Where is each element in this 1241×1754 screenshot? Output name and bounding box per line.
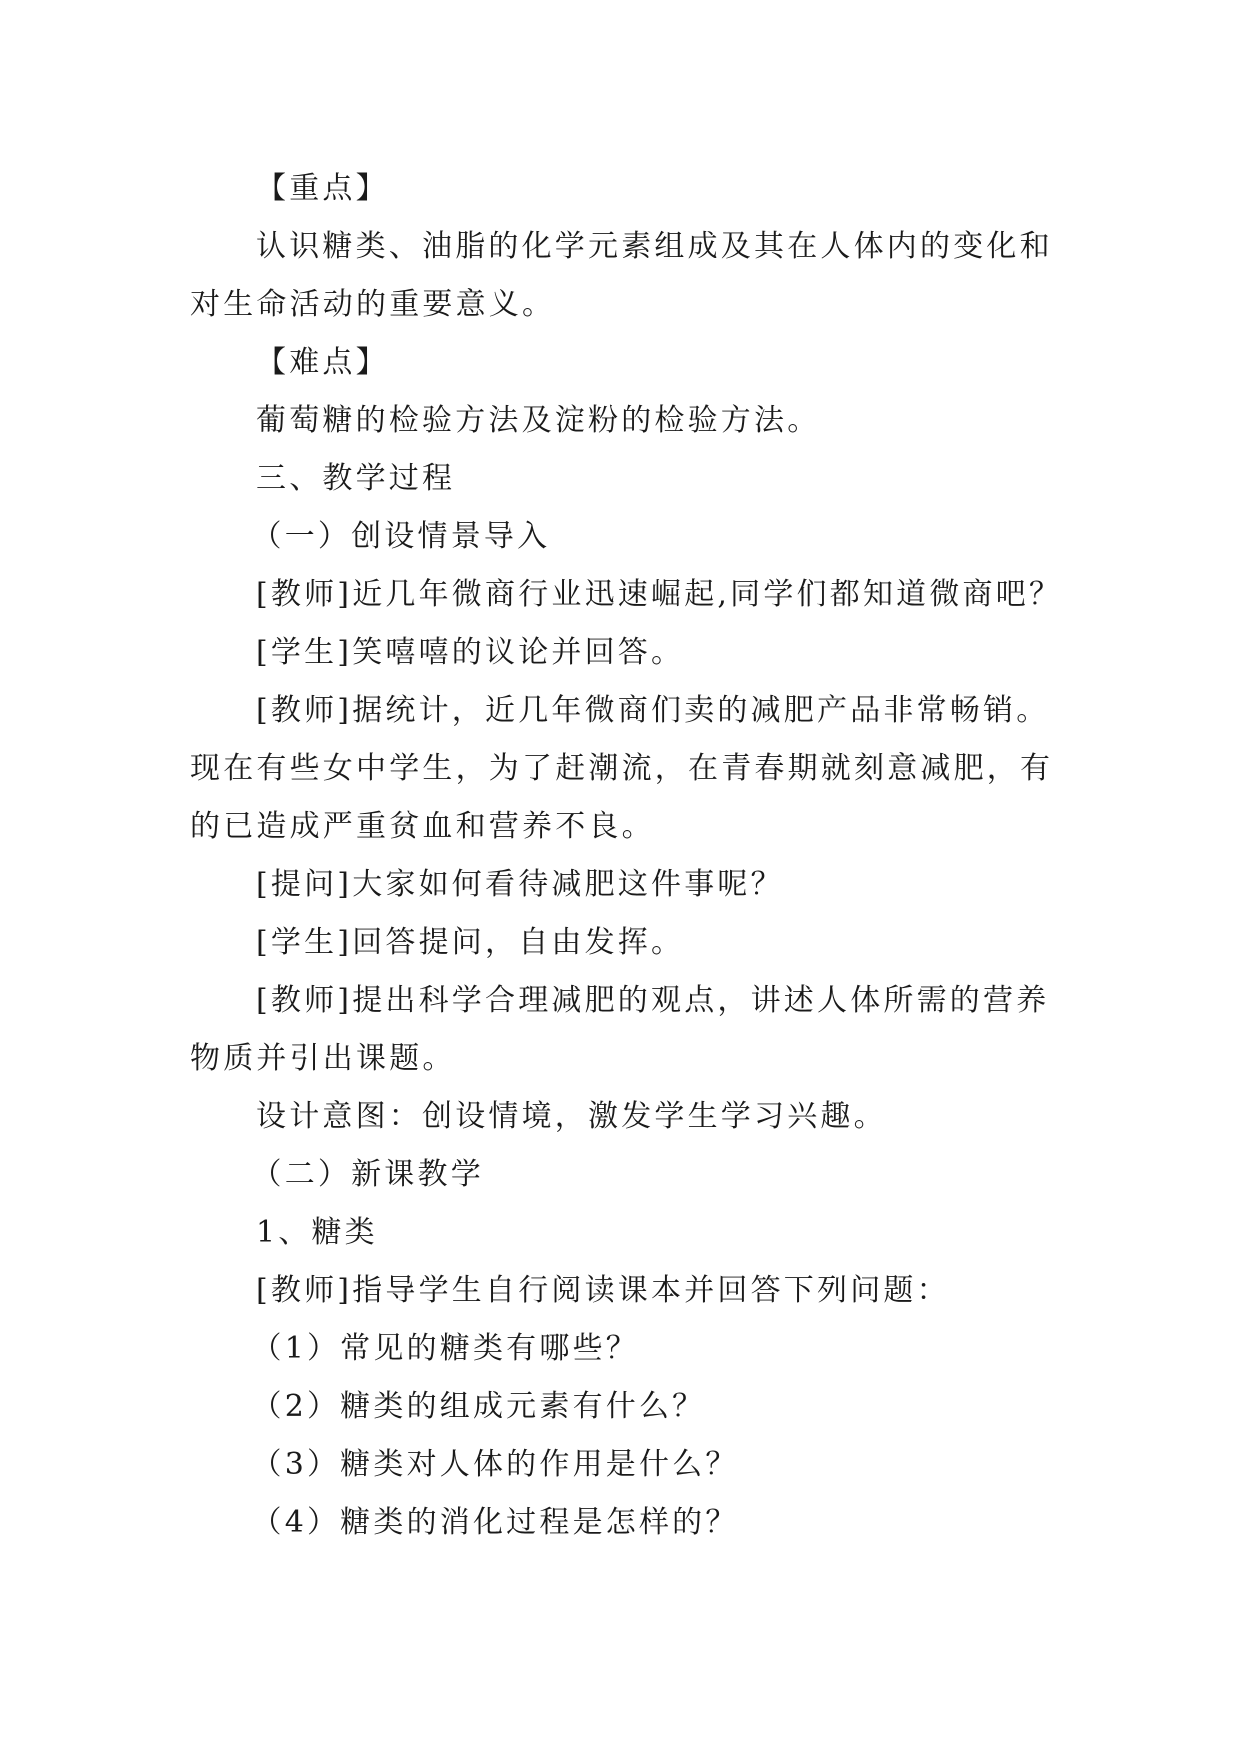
question-item-1: （1）常见的糖类有哪些？: [251, 1331, 639, 1366]
teacher-line-1: [教师]近几年微商行业迅速崛起,同学们都知道微商吧？: [256, 577, 1063, 612]
difficulties-text: 葡萄糖的检验方法及淀粉的检验方法。: [256, 403, 821, 438]
question-item-4: （4）糖类的消化过程是怎样的？: [251, 1505, 739, 1540]
teacher-line-3: [教师]提出科学合理减肥的观点，讲述人体所需的营养物质并引出课题。: [190, 983, 1050, 1076]
key-points-text: 认识糖类、油脂的化学元素组成及其在人体内的变化和对生命活动的重要意义。: [190, 229, 1053, 322]
heading-difficulties: 【难点】: [256, 345, 389, 380]
teacher-line-4: [教师]指导学生自行阅读课本并回答下列问题：: [256, 1273, 950, 1308]
subsection-new-lesson: （二）新课教学: [251, 1157, 484, 1192]
topic-sugars: 1、糖类: [256, 1215, 378, 1250]
document-body: [190, 160, 1070, 1552]
subsection-intro: （一）创设情景导入: [251, 519, 551, 554]
design-intent: 设计意图：创设情境，激发学生学习兴趣。: [256, 1099, 887, 1134]
student-line-1: [学生]笑嘻嘻的议论并回答。: [256, 635, 685, 670]
student-line-2: [学生]回答提问，自由发挥。: [256, 925, 685, 960]
question-item-2: （2）糖类的组成元素有什么？: [251, 1389, 706, 1424]
question-item-3: （3）糖类对人体的作用是什么？: [251, 1447, 739, 1482]
section-teaching-process: 三、教学过程: [256, 461, 456, 496]
question-line: [提问]大家如何看待减肥这件事呢？: [256, 867, 784, 902]
teacher-line-2: [教师]据统计，近几年微商们卖的减肥产品非常畅销。现在有些女中学生，为了赶潮流，在青春期就刻意减肥，有的已造成严重贫血和营养不良。: [190, 693, 1054, 844]
heading-key-points: 【重点】: [256, 171, 389, 206]
